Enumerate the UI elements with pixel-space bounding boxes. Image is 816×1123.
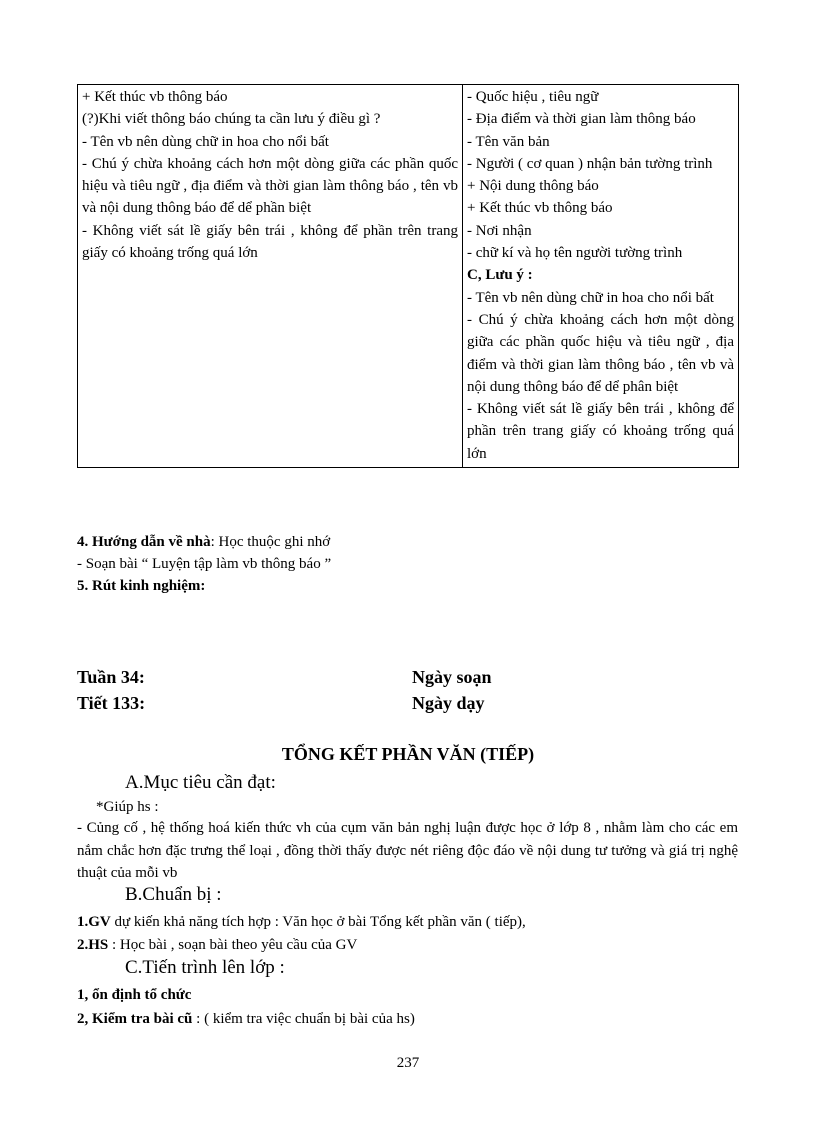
- homework-text: : Học thuộc ghi nhớ: [210, 534, 331, 550]
- table-line: - Không viết sát lề giấy bên trái , không để phần trên trang giấy có khoảng trống quá lớn: [467, 401, 734, 462]
- notes-table: [77, 84, 739, 468]
- step-2-label: 2, Kiểm tra bài cũ: [77, 1011, 193, 1027]
- period-label: Tiết 133:: [77, 693, 146, 713]
- process-heading: C.Tiến trình lên lớp :: [125, 957, 285, 978]
- table-line: - Tên văn bản: [467, 133, 550, 150]
- help-line: *Giúp hs :: [96, 799, 159, 815]
- objectives-heading: A.Mục tiêu cần đạt:: [125, 772, 276, 793]
- table-line: + Nội dung thông báo: [467, 178, 599, 195]
- table-line: - Quốc hiệu , tiêu ngữ: [467, 89, 599, 105]
- step-1: 1, ổn định tổ chức: [77, 987, 192, 1003]
- teacher-label: 1.GV: [77, 914, 111, 930]
- table-row: [78, 85, 739, 468]
- preparation-heading: B.Chuẩn bị :: [125, 884, 222, 905]
- table-line: - Nơi nhận: [467, 222, 532, 239]
- left-column: [78, 85, 463, 468]
- table-line: (?)Khi viết thông báo chúng ta cần lưu ý điều gì ?: [82, 111, 381, 128]
- table-subheading: C, Lưu ý :: [467, 267, 533, 284]
- homework-line-2: - Soạn bài “ Luyện tập làm vb thông báo ”: [77, 556, 332, 572]
- student-label: 2.HS: [77, 937, 109, 953]
- step-2-line: [77, 1008, 415, 1030]
- table-line: - chữ kí và họ tên người tường trình: [467, 245, 683, 262]
- table-line: - Người ( cơ quan ) nhận bản tường trình: [467, 155, 713, 172]
- homework-line: [77, 531, 330, 553]
- step-2-text: : ( kiểm tra việc chuẩn bị bài của hs): [192, 1011, 415, 1027]
- table-line: + Kết thúc vb thông báo: [467, 200, 613, 217]
- teacher-text: dự kiến khả năng tích hợp : Văn học ở bài Tổng kết phần văn ( tiếp),: [110, 914, 526, 930]
- week-label: Tuần 34:: [77, 667, 145, 687]
- taught-date-label: Ngày dạy: [412, 693, 485, 713]
- table-line: - Tên vb nên dùng chữ in hoa cho nổi bất: [467, 289, 714, 306]
- prepared-date-label: Ngày soạn: [412, 667, 492, 687]
- table-line: - Địa điểm và thời gian làm thông báo: [467, 111, 696, 128]
- experience-heading: 5. Rút kinh nghiệm:: [77, 578, 206, 594]
- table-line: - Chú ý chừa khoảng cách hơn một dòng giữa các phần quốc hiệu và tiêu ngữ , địa điểm và thời gian làm thông báo , tên vb và nội dung thông báo để dể phân biệt: [467, 311, 734, 395]
- homework-label: 4. Hướng dẫn về nhà: [77, 534, 211, 550]
- student-prep-line: [77, 934, 357, 956]
- page-number: 237: [396, 1055, 420, 1071]
- right-column: [463, 85, 739, 468]
- student-text: : Học bài , soạn bài theo yêu cầu của GV: [108, 937, 358, 953]
- lesson-title: TỔNG KẾT PHẦN VĂN (TIẾP): [281, 744, 535, 764]
- teacher-prep-line: [77, 911, 526, 933]
- table-line: - Tên vb nên dùng chữ in hoa cho nổi bất: [82, 133, 329, 150]
- table-line: + Kết thúc vb thông báo: [82, 89, 228, 105]
- table-line: - Không viết sát lề giấy bên trái , không để phần trên trang giấy có khoảng trống quá lớn: [82, 222, 458, 262]
- table-line: - Chú ý chừa khoảng cách hơn một dòng giữa các phần quốc hiệu và tiêu ngữ , địa điểm và thời gian làm thông báo , tên vb và nội dung thông báo để dể phần biệt: [82, 155, 458, 217]
- objectives-paragraph: - Củng cố , hệ thống hoá kiến thức vh của cụm văn bản nghị luận được học ở lớp 8 , nhằm làm cho các em nắm chắc hơn đặc trưng thể loại , đồng thời thấy được nét riêng độc đáo về nội dung tư tưởng và giá trị nghệ thuật của mỗi vb: [77, 820, 738, 881]
